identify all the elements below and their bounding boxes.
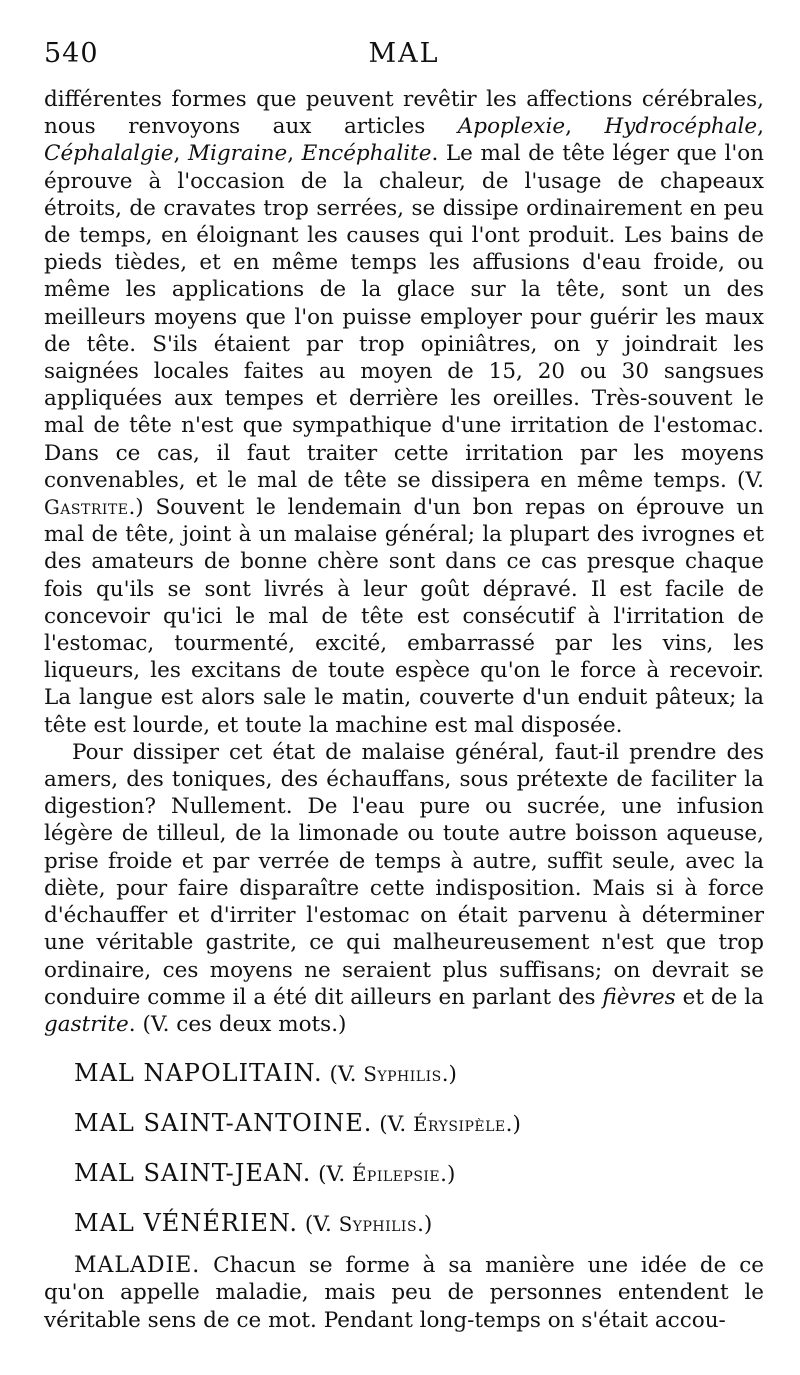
page-number: 540 xyxy=(44,38,99,69)
entry-ref-prefix: (V. xyxy=(304,1212,339,1238)
text-run: Pour dissiper cet état de malaise général, faut-il prendre des amers, des toniques, des échauffans, sous prétexte de faciliter la digestion? Nullement. De l'eau pure ou sucrée, une infusion légère de tilleul, de la limonade ou toute autre boisson aqueuse, prise froide et par verrée de temps à autre, suffit seule, avec la diète, pour faire disparaître cette indisposition. Mais si à force d'échauffer et d'irriter l'estomac on était parvenu à déterminer une véritable gastrite, ce qui malheureusement n'est que trop ordinaire, ces moyens ne seraient plus suffisans; on devrait se conduire comme il a été dit ailleurs en parlant des xyxy=(44,739,764,1010)
entry-ref-suffix: .) xyxy=(417,1212,433,1238)
dictionary-entries xyxy=(44,1060,764,1238)
cross-reference-italic: gastrite xyxy=(44,1011,129,1037)
entry-headword: MALADIE. xyxy=(74,1253,201,1279)
entry-ref-prefix: (V. xyxy=(318,1162,352,1188)
paragraph-remedies xyxy=(44,739,764,1038)
dictionary-entry xyxy=(74,1110,764,1138)
article-body xyxy=(44,86,764,1038)
cross-reference-italic: fièvres xyxy=(602,984,676,1010)
text-run: Chacun se forme à sa manière une idée de ce qu'on appelle maladie, mais peu de personnes entendent le véritable sens de ce mot. Pendant long-temps on s'était accou- xyxy=(44,1253,764,1333)
cross-reference-italic: Céphalalgie xyxy=(44,141,174,167)
entry-ref: Syphilis xyxy=(363,1063,442,1087)
dictionary-entry xyxy=(74,1210,764,1238)
running-head xyxy=(44,38,764,86)
text-run: , xyxy=(287,141,302,167)
cross-reference-smallcaps: Gastrite xyxy=(44,496,129,520)
paragraph-cephalalgia xyxy=(44,86,764,739)
cross-reference-italic: Apoplexie xyxy=(457,114,566,140)
dictionary-entry xyxy=(74,1160,764,1188)
text-run: et de la xyxy=(675,984,764,1010)
entry-ref: Syphilis xyxy=(338,1213,418,1237)
cross-reference-italic: Migraine xyxy=(187,141,288,167)
entry-maladie xyxy=(44,1252,764,1334)
text-run: .) Souvent le lendemain d'un bon repas on éprouve un mal de tête, joint à un malaise général; la plupart des ivrognes et des amateurs de bonne chère sont dans ce cas presque chaque fois qu'ils se sont livrés à leur goût dépravé. Il est facile de concevoir qu'ici le mal de tête est consécutif à l'irritation de l'estomac, tourmenté, excité, embarrassé par les vins, les liqueurs, les excitans de toute espèce qu'on le force à recevoir. La langue est alors sale le matin, couverte d'un enduit pâteux; la tête est lourde, et toute la machine est mal disposée. xyxy=(44,495,764,738)
entry-ref: Épilepsie xyxy=(352,1163,441,1187)
entry-ref-prefix: (V. xyxy=(329,1062,364,1088)
entry-ref-suffix: .) xyxy=(441,1062,457,1088)
text-run: , xyxy=(757,114,765,140)
text-run: . (V. ces deux mots.) xyxy=(128,1011,347,1037)
cross-reference-italic: Hydrocéphale xyxy=(604,114,758,140)
entry-ref: Érysipèle xyxy=(413,1113,506,1137)
text-run: différentes formes que peuvent revêtir les affections cérébrales, nous renvoyons aux articles xyxy=(44,87,764,140)
cross-reference-italic: Encéphalite xyxy=(301,141,432,167)
running-title: MAL xyxy=(368,38,440,69)
text-run: . Le mal de tête léger que l'on éprouve à l'occasion de la chaleur, de l'usage de chapeaux étroits, de cravates trop serrées, se dissipe ordinairement en peu de temps, en éloignant les causes qui l'ont produit. Les bains de pieds tièdes, et en même temps les affusions d'eau froide, ou même les applications de la glace sur la tête, sont un des meilleurs moyens que l'on puisse employer pour guérir les maux de tête. S'ils étaient par trop opiniâtres, on y joindrait les saignées locales faites au moyen de 15, 20 ou 30 sangsues appliquées aux tempes et derrière les oreilles. Très-souvent le mal de tête n'est que sympathique d'une irritation de l'estomac. Dans ce cas, il faut traiter cette irritation par les moyens convenables, et le mal de tête se dissipera en même temps. (V. xyxy=(44,141,765,493)
entry-headword: MAL NAPOLITAIN. xyxy=(74,1059,323,1088)
entry-ref-prefix: (V. xyxy=(379,1112,414,1138)
dictionary-entry xyxy=(74,1060,764,1088)
entry-headword: MAL SAINT-ANTOINE. xyxy=(74,1109,373,1138)
text-run: , xyxy=(565,114,605,140)
entry-ref-suffix: .) xyxy=(440,1162,456,1188)
entry-headword: MAL VÉNÉRIEN. xyxy=(74,1209,299,1238)
entry-ref-suffix: .) xyxy=(505,1112,521,1138)
text-run: , xyxy=(173,141,188,167)
entry-headword: MAL SAINT-JEAN. xyxy=(74,1159,312,1188)
